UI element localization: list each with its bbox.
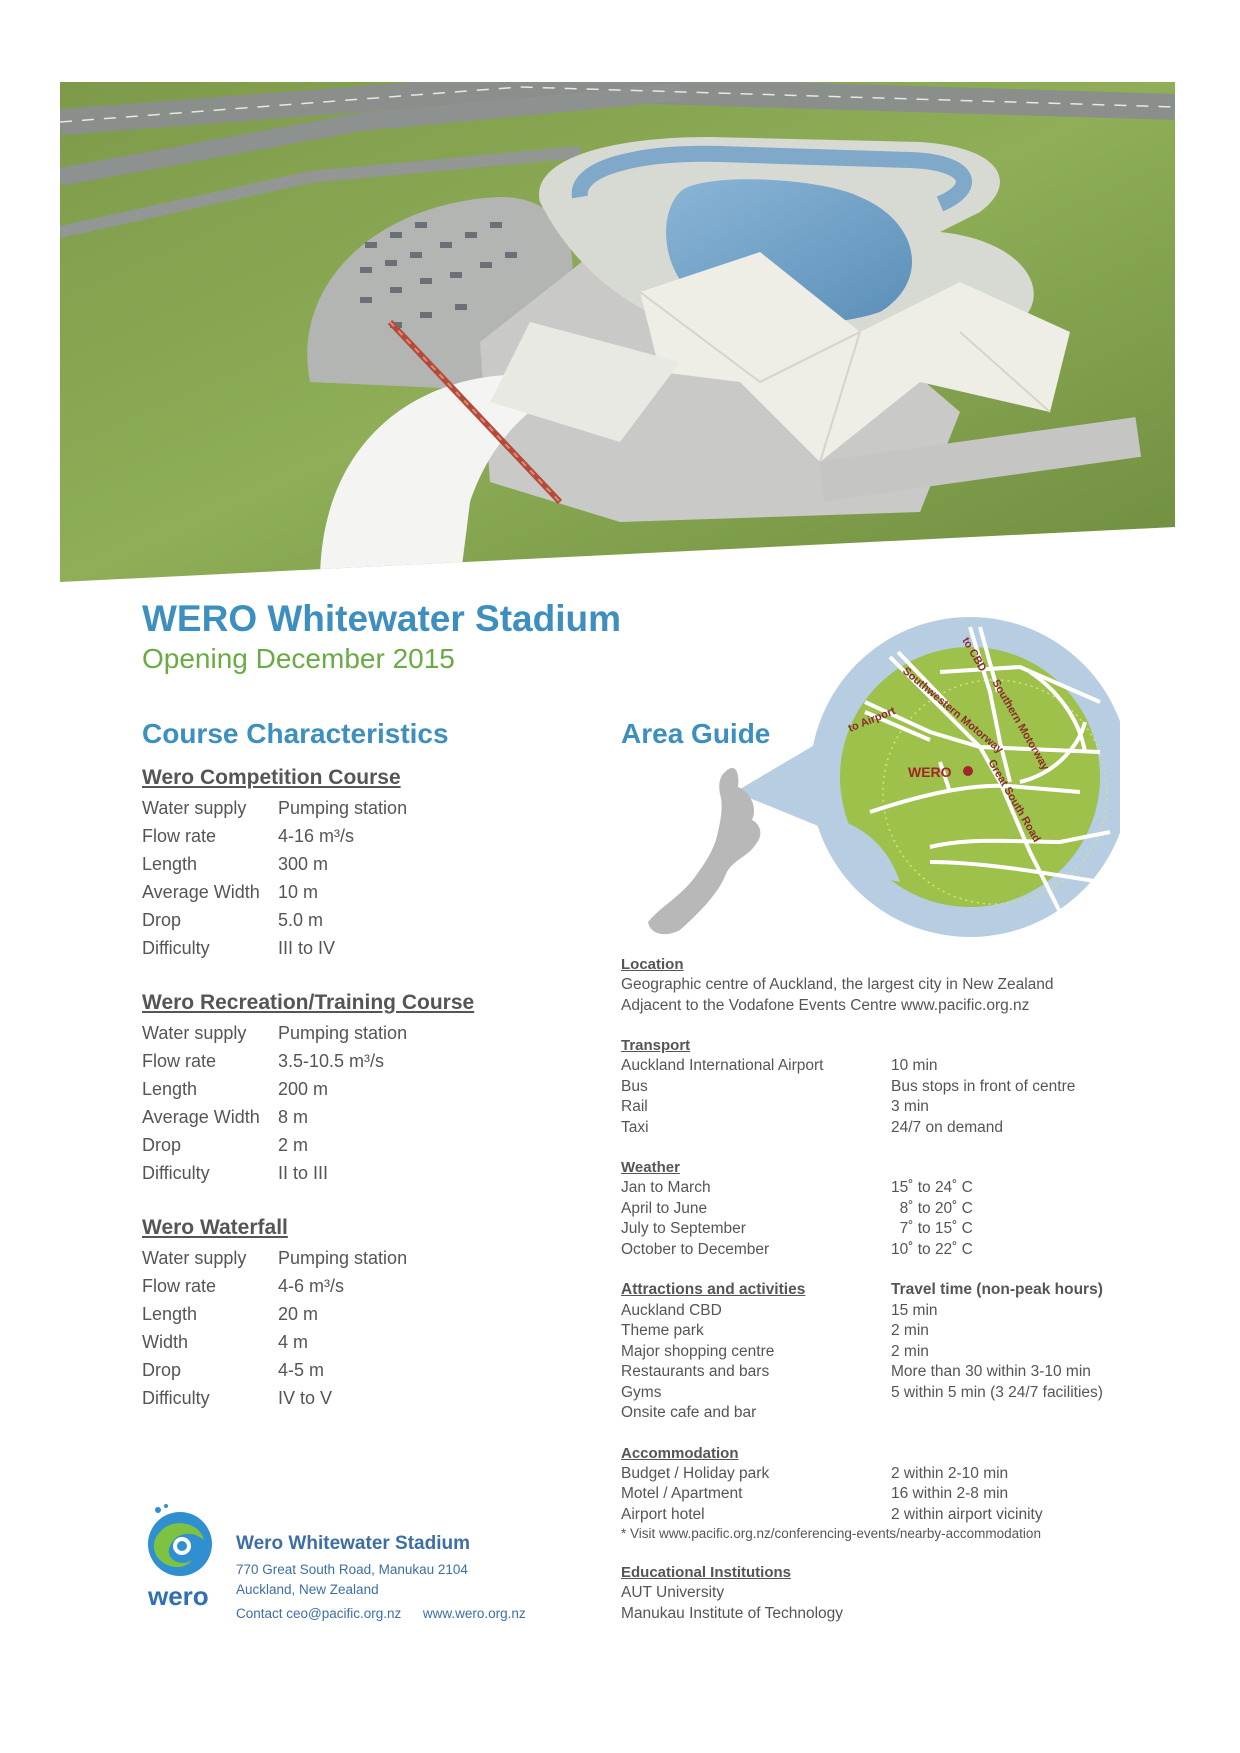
row-item: Auckland International Airport [621, 1057, 824, 1074]
row-value: 24/7 on demand [891, 1118, 1004, 1136]
spec-value: 4-5 m [278, 1360, 325, 1380]
weather-row [621, 1179, 1161, 1200]
spec-label: Water supply [142, 1248, 247, 1268]
map-label-great-south: Great South Road [985, 757, 1043, 845]
attractions-header-row [621, 1281, 1161, 1302]
spec-label: Flow rate [142, 1051, 217, 1071]
spec-label: Difficulty [142, 1388, 210, 1408]
weather-row [621, 1241, 1161, 1262]
attractions-heading: Attractions and activities [621, 1281, 806, 1298]
row-item: Airport hotel [621, 1505, 705, 1523]
spec-value: 10 m [278, 882, 319, 902]
location-heading: Location [621, 956, 684, 973]
location-line: Geographic centre of Auckland, the largest city in New Zealand [621, 976, 1054, 993]
spec-label: Length [142, 1079, 198, 1099]
map-label-wero: WERO [908, 764, 952, 780]
spec-label: Flow rate [142, 826, 217, 846]
course-name: Wero Waterfall [142, 1216, 288, 1239]
attraction-row [621, 1404, 1161, 1425]
weather-section [621, 1159, 1161, 1261]
transport-heading: Transport [621, 1037, 691, 1054]
row-value: 7˚ to 15˚ C [891, 1220, 973, 1237]
row-item: Budget / Holiday park [621, 1464, 770, 1482]
spec-value: II to III [278, 1163, 329, 1183]
footer-contact-line [236, 1606, 526, 1621]
row-item: July to September [621, 1220, 746, 1237]
row-item: October to December [621, 1240, 770, 1258]
attraction-row [621, 1363, 1161, 1384]
accommodation-row [621, 1485, 1161, 1506]
spec-label: Drop [142, 1360, 182, 1380]
row-value: 3 min [891, 1098, 929, 1115]
row-value: Bus stops in front of centre [891, 1077, 1076, 1095]
spec-row [142, 798, 612, 826]
spec-value: III to IV [278, 938, 336, 958]
spec-value: 200 m [278, 1079, 329, 1099]
course-name: Wero Recreation/Training Course [142, 991, 475, 1014]
spec-label: Average Width [142, 1107, 260, 1127]
spec-label: Drop [142, 910, 182, 930]
spec-value: 2 m [278, 1135, 309, 1155]
attraction-row [621, 1322, 1161, 1343]
page-title: WERO Whitewater Stadium [142, 598, 621, 639]
spec-row [142, 1079, 612, 1107]
spec-value: Pumping station [278, 1248, 408, 1268]
spec-value: Pumping station [278, 1023, 408, 1043]
new-zealand-map-icon [648, 768, 760, 934]
spec-label: Average Width [142, 882, 260, 902]
transport-row [621, 1078, 1161, 1099]
weather-row [621, 1200, 1161, 1221]
area-guide-info [621, 956, 1161, 1645]
row-value: 2 within 2-10 min [891, 1464, 1009, 1482]
spec-value: 3.5-10.5 m³/s [278, 1051, 385, 1071]
course-block-competition [142, 766, 612, 966]
course-section-title: Course Characteristics [142, 718, 449, 749]
row-item: Major shopping centre [621, 1342, 775, 1360]
transport-row [621, 1057, 1161, 1078]
map-label-southwestern: Southwestern Motorway [900, 665, 1006, 757]
row-item: Bus [621, 1077, 648, 1095]
spec-row [142, 1163, 612, 1191]
spec-row [142, 938, 612, 966]
area-guide-title: Area Guide [621, 718, 771, 749]
spec-row [142, 1304, 612, 1332]
row-value: 8˚ to 20˚ C [891, 1199, 973, 1217]
spec-value: 300 m [278, 854, 329, 874]
spec-row [142, 1276, 612, 1304]
row-value: 2 within airport vicinity [891, 1505, 1043, 1523]
location-line: Adjacent to the Vodafone Events Centre www.pacific.org.nz [621, 996, 1030, 1014]
education-line: AUT University [621, 1584, 725, 1601]
attraction-row [621, 1302, 1161, 1323]
spec-value: 8 m [278, 1107, 309, 1127]
accommodation-section [621, 1445, 1161, 1545]
row-item: Rail [621, 1098, 648, 1115]
row-item: Taxi [621, 1118, 649, 1136]
course-name: Wero Competition Course [142, 766, 401, 789]
spec-label: Length [142, 854, 198, 874]
accommodation-row [621, 1465, 1161, 1486]
transport-row [621, 1119, 1161, 1140]
education-heading: Educational Institutions [621, 1564, 792, 1581]
row-item: Restaurants and bars [621, 1363, 770, 1380]
row-item: Jan to March [621, 1179, 711, 1196]
row-item: Auckland CBD [621, 1301, 722, 1319]
spec-label: Water supply [142, 798, 247, 818]
footer-address-line1: 770 Great South Road, Manukau 2104 [236, 1562, 468, 1577]
row-value: More than 30 within 3-10 min [891, 1363, 1091, 1380]
attractions-section [621, 1281, 1161, 1425]
spec-row [142, 1051, 612, 1079]
course-block-waterfall [142, 1216, 612, 1416]
spec-value: IV to V [278, 1388, 333, 1408]
location-section [621, 956, 1161, 1017]
logo-wordmark: wero [148, 1581, 209, 1611]
spec-value: 4-6 m³/s [278, 1276, 345, 1296]
spec-row [142, 854, 612, 882]
education-section [621, 1564, 1161, 1625]
accommodation-heading: Accommodation [621, 1444, 739, 1462]
spec-row [142, 1023, 612, 1051]
spec-label: Flow rate [142, 1276, 217, 1296]
row-item: April to June [621, 1199, 708, 1217]
row-item: Theme park [621, 1322, 704, 1339]
row-value: 5 within 5 min (3 24/7 facilities) [891, 1383, 1103, 1401]
spec-label: Water supply [142, 1023, 247, 1043]
map-location-marker-icon [963, 766, 973, 776]
accommodation-row [621, 1506, 1161, 1527]
spec-row [142, 1332, 612, 1360]
transport-row [621, 1098, 1161, 1119]
row-item: Onsite cafe and bar [621, 1404, 757, 1421]
spec-label: Difficulty [142, 1163, 210, 1183]
spec-row [142, 826, 612, 854]
row-value: 15˚ to 24˚ C [891, 1179, 973, 1196]
spec-value: 20 m [278, 1304, 319, 1324]
row-value: 2 min [891, 1342, 929, 1360]
education-line: Manukau Institute of Technology [621, 1604, 844, 1622]
attraction-row [621, 1384, 1161, 1405]
course-block-recreation [142, 991, 612, 1191]
row-value: 10 min [891, 1057, 938, 1074]
spec-row [142, 1107, 612, 1135]
spec-value: 4 m [278, 1332, 309, 1352]
page-subtitle: Opening December 2015 [142, 643, 455, 674]
map-label-southern: Southern Motorway [989, 677, 1052, 773]
footer-address-line2: Auckland, New Zealand [236, 1582, 379, 1597]
spec-row [142, 910, 612, 938]
transport-section [621, 1037, 1161, 1139]
map-label-to-airport: to Airport [846, 705, 898, 735]
hero-aerial-image [60, 82, 1175, 582]
spec-value: 4-16 m³/s [278, 826, 355, 846]
footer-org-name: Wero Whitewater Stadium [236, 1533, 471, 1554]
spec-row [142, 1388, 612, 1416]
weather-row [621, 1220, 1161, 1241]
spec-label: Width [142, 1332, 189, 1352]
travel-time-heading: Travel time (non-peak hours) [891, 1281, 1103, 1298]
row-value: 15 min [891, 1301, 938, 1319]
row-item: Motel / Apartment [621, 1485, 743, 1502]
area-map [640, 612, 1120, 942]
spec-value: Pumping station [278, 798, 408, 818]
spec-row [142, 882, 612, 910]
row-item: Gyms [621, 1383, 662, 1401]
row-value: 2 min [891, 1322, 929, 1339]
wero-logo-icon [142, 1502, 222, 1612]
spec-label: Drop [142, 1135, 182, 1155]
map-label-to-cbd: to CBD [959, 635, 989, 674]
website-link[interactable]: www.wero.org.nz [422, 1606, 526, 1621]
spec-row [142, 1248, 612, 1276]
contact-email-link[interactable]: Contact ceo@pacific.org.nz [236, 1606, 402, 1621]
spec-label: Difficulty [142, 938, 210, 958]
spec-value: 5.0 m [278, 910, 324, 930]
spec-label: Length [142, 1304, 198, 1324]
row-value: 16 within 2-8 min [891, 1485, 1009, 1502]
weather-heading: Weather [621, 1159, 680, 1176]
accommodation-footnote: * Visit www.pacific.org.nz/conferencing-events/nearby-accommodation [621, 1526, 1041, 1541]
row-value: 10˚ to 22˚ C [891, 1240, 973, 1258]
spec-row [142, 1360, 612, 1388]
spec-row [142, 1135, 612, 1163]
attraction-row [621, 1343, 1161, 1364]
